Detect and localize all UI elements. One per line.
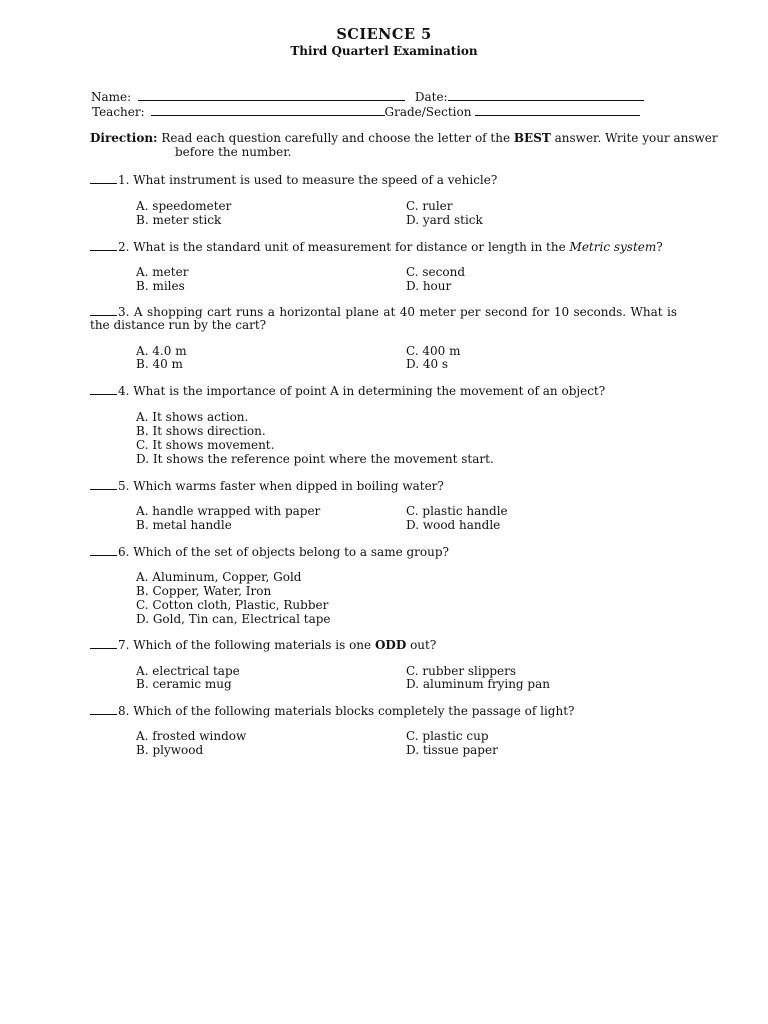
grade-section-label: Grade/Section xyxy=(384,105,472,119)
name-date-row xyxy=(91,89,644,104)
option-3c: C. 400 m xyxy=(406,344,461,358)
question-text: 4. What is the importance of point A in determining the movement of an object? xyxy=(118,384,606,398)
option-6b: B. Copper, Water, Iron xyxy=(136,584,272,598)
option-1a: A. speedometer xyxy=(136,199,232,213)
option-4d: D. It shows the reference point where the movement start. xyxy=(136,452,494,466)
option-7a: A. electrical tape xyxy=(136,664,240,678)
grade-section-field[interactable] xyxy=(475,104,640,116)
name-field[interactable] xyxy=(138,89,405,101)
question-3 xyxy=(90,304,677,319)
question-text-end: out? xyxy=(410,638,437,652)
option-7c: C. rubber slippers xyxy=(406,664,517,678)
direction-text: Read each question carefully and choose the letter of the xyxy=(161,131,511,145)
option-2b: B. miles xyxy=(136,279,185,293)
question-text: 8. Which of the following materials blocks completely the passage of light? xyxy=(118,704,575,718)
question-2 xyxy=(90,239,677,254)
question-5 xyxy=(90,478,677,493)
option-8d: D. tissue paper xyxy=(406,743,498,757)
question-text: 7. Which of the following materials is one xyxy=(118,638,372,652)
question-text-italic: Metric system xyxy=(569,240,657,254)
option-6c: C. Cotton cloth, Plastic, Rubber xyxy=(136,598,329,612)
option-1d: D. yard stick xyxy=(406,213,483,227)
page-title: SCIENCE 5 xyxy=(336,26,432,43)
answer-blank-6[interactable] xyxy=(90,544,117,556)
date-label: Date: xyxy=(414,90,448,104)
option-8a: A. frosted window xyxy=(136,729,247,743)
question-7 xyxy=(90,637,677,652)
option-5a: A. handle wrapped with paper xyxy=(136,504,321,518)
answer-blank-7[interactable] xyxy=(90,637,117,649)
question-3-continued: the distance run by the cart? xyxy=(90,318,267,332)
option-4c: C. It shows movement. xyxy=(136,438,275,452)
question-text: 3. A shopping cart runs a horizontal plane at 40 meter per second for 10 seconds. What is xyxy=(118,305,677,319)
option-7d: D. aluminum frying pan xyxy=(406,677,550,691)
option-6a: A. Aluminum, Copper, Gold xyxy=(136,570,302,584)
option-5d: D. wood handle xyxy=(406,518,501,532)
teacher-grade-row xyxy=(92,104,640,119)
question-text-end: ? xyxy=(656,240,663,254)
teacher-label: Teacher: xyxy=(92,105,145,119)
teacher-field[interactable] xyxy=(151,104,385,116)
direction-line-1 xyxy=(90,131,718,145)
answer-blank-1[interactable] xyxy=(90,172,117,184)
direction-emphasis: BEST xyxy=(513,131,551,145)
question-text: 2. What is the standard unit of measurement for distance or length in the xyxy=(118,240,566,254)
question-4 xyxy=(90,383,677,398)
question-8 xyxy=(90,703,677,718)
option-2d: D. hour xyxy=(406,279,452,293)
option-2a: A. meter xyxy=(136,265,189,279)
option-1b: B. meter stick xyxy=(136,213,222,227)
option-6d: D. Gold, Tin can, Electrical tape xyxy=(136,612,331,626)
question-text: 6. Which of the set of objects belong to a same group? xyxy=(118,545,449,559)
option-3b: B. 40 m xyxy=(136,357,183,371)
answer-blank-5[interactable] xyxy=(90,478,117,490)
option-4a: A. It shows action. xyxy=(136,410,249,424)
option-5b: B. metal handle xyxy=(136,518,232,532)
option-7b: B. ceramic mug xyxy=(136,677,232,691)
question-text: 5. Which warms faster when dipped in boiling water? xyxy=(118,479,444,493)
date-field[interactable] xyxy=(448,89,644,101)
question-text-bold: ODD xyxy=(374,638,407,652)
option-3d: D. 40 s xyxy=(406,357,449,371)
answer-blank-3[interactable] xyxy=(90,304,117,316)
answer-blank-4[interactable] xyxy=(90,383,117,395)
option-8c: C. plastic cup xyxy=(406,729,489,743)
option-5c: C. plastic handle xyxy=(406,504,508,518)
question-1 xyxy=(90,172,677,187)
option-8b: B. plywood xyxy=(136,743,204,757)
direction-text-end: answer. Write your answer xyxy=(554,131,718,145)
name-label: Name: xyxy=(91,90,132,104)
direction-label: Direction: xyxy=(90,131,158,145)
page-subtitle: Third Quarterl Examination xyxy=(290,44,478,58)
option-2c: C. second xyxy=(406,265,465,279)
question-6 xyxy=(90,544,677,559)
answer-blank-8[interactable] xyxy=(90,703,117,715)
answer-blank-2[interactable] xyxy=(90,239,117,251)
option-4b: B. It shows direction. xyxy=(136,424,266,438)
question-text: 1. What instrument is used to measure the speed of a vehicle? xyxy=(118,173,498,187)
direction-line-2: before the number. xyxy=(175,145,292,159)
option-3a: A. 4.0 m xyxy=(136,344,187,358)
option-1c: C. ruler xyxy=(406,199,453,213)
